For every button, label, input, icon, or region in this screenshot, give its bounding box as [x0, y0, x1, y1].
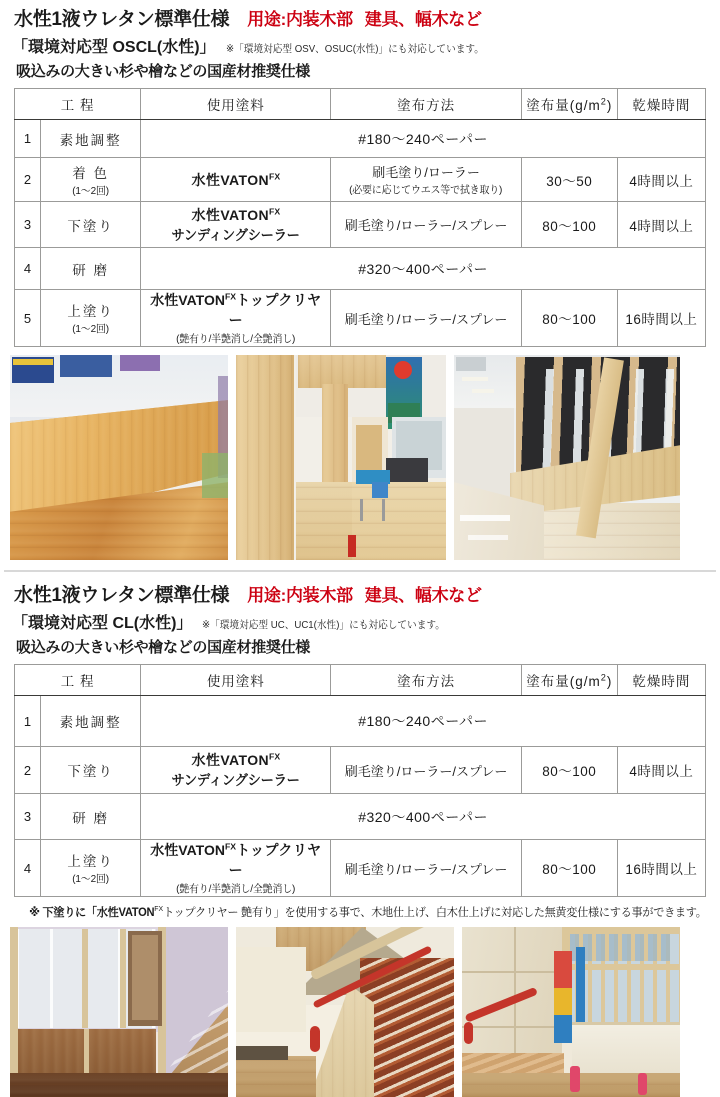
col-header-paint: 使用塗料 — [141, 665, 331, 696]
row-method: 刷毛塗り/ローラー/スプレー — [331, 202, 521, 248]
row-wide-note: #180〜240ペーパー — [141, 696, 706, 747]
section1-type-note: ※「環境対応型 OSV、OSUC(水性)」にも対応しています。 — [225, 43, 484, 55]
spec-table-cl — [14, 664, 706, 897]
row-step-main: 上塗り — [67, 854, 114, 869]
row-step: 研 磨 — [41, 794, 141, 840]
row-wide-note: #320〜400ペーパー — [141, 794, 706, 840]
table-row — [15, 696, 706, 747]
row-number: 4 — [15, 840, 41, 897]
col-header-step: 工 程 — [15, 89, 141, 120]
table-row — [15, 158, 706, 202]
col-header-method: 塗布方法 — [331, 89, 521, 120]
photo-strip-1 — [0, 355, 720, 560]
table-row — [15, 248, 706, 290]
row-wide-note: #320〜400ペーパー — [141, 248, 706, 290]
section2-type-line — [0, 610, 720, 633]
row-paint-name: 水性VATON — [191, 171, 270, 188]
spec-table-oscl — [14, 88, 706, 347]
photo-wood-framed-window-corridor — [454, 355, 680, 560]
col-header-dry: 乾燥時間 — [617, 665, 705, 696]
col-header-step: 工 程 — [15, 665, 141, 696]
table-row — [15, 120, 706, 158]
row-paint-sup: FX — [269, 751, 281, 762]
section1-title: 水性1液ウレタン標準仕様 — [14, 9, 230, 30]
row-number: 4 — [15, 248, 41, 290]
row-wide-note: #180〜240ペーパー — [141, 120, 706, 158]
row-step: 素地調整 — [41, 120, 141, 158]
section2-title: 水性1液ウレタン標準仕様 — [14, 585, 230, 606]
row-paint-sup: FX — [269, 205, 281, 216]
section2-recommendation: 吸込みの大きい杉や檜などの国産材推奨仕様 — [16, 639, 311, 656]
section2-footnote — [0, 904, 707, 920]
row-amount: 80〜100 — [521, 202, 617, 248]
col-header-method: 塗布方法 — [331, 665, 521, 696]
section2-usage — [247, 581, 481, 606]
section1-usage — [247, 5, 481, 30]
row-paint-sub: (艶有り/半艶消し/全艶消し) — [176, 333, 296, 345]
row-dry: 16時間以上 — [617, 840, 705, 897]
table-row — [15, 202, 706, 248]
table-row — [15, 290, 706, 347]
row-step — [41, 840, 141, 897]
row-step-main: 着 色 — [72, 165, 109, 181]
row-method — [331, 158, 521, 202]
row-method: 刷毛塗り/ローラー/スプレー — [331, 840, 521, 897]
section2-type-name: 「環境対応型 CL(水性)」 — [12, 615, 193, 632]
row-dry: 4時間以上 — [617, 158, 705, 202]
row-amount: 80〜100 — [521, 747, 617, 794]
row-step-sub: (1〜2回) — [72, 873, 109, 885]
row-paint-sup: FX — [224, 841, 237, 852]
spec-section-cl — [0, 572, 720, 1097]
row-paint-tail: トップクリヤー — [228, 292, 322, 328]
row-method-main: 刷毛塗り/ローラー — [372, 165, 480, 180]
row-number: 1 — [15, 696, 41, 747]
row-paint-sub: サンディングシーラー — [171, 226, 300, 243]
row-step: 下塗り — [41, 202, 141, 248]
row-number: 5 — [15, 290, 41, 347]
row-paint-name: 水性VATON — [150, 842, 225, 858]
row-dry: 16時間以上 — [617, 290, 705, 347]
row-step — [41, 290, 141, 347]
photo-wood-column-open-classroom — [236, 355, 446, 560]
section1-type-name: 「環境対応型 OSCL(水性)」 — [12, 39, 216, 56]
table-row — [15, 747, 706, 794]
row-paint — [141, 202, 331, 248]
row-step — [41, 158, 141, 202]
table-row — [15, 840, 706, 897]
col-header-amount: 塗布量$(g/m^2)$ — [521, 665, 617, 696]
row-paint-tail: トップクリヤー — [228, 842, 322, 878]
footnote-rest: トップクリヤー 艶有り」を使用する事で、木地仕上げ、白木仕上げに対応した無黄変仕様にする事ができます。 — [163, 907, 707, 919]
row-number: 2 — [15, 747, 41, 794]
row-method-sub: (必要に応じてウエス等で拭き取り) — [349, 184, 503, 196]
row-amount: 80〜100 — [521, 840, 617, 897]
row-step: 素地調整 — [41, 696, 141, 747]
photo-wood-paneled-corridor-wainscot — [10, 355, 228, 560]
section1-usage-label: 用途:内装木部 — [247, 10, 353, 29]
photo-strip-2 — [0, 927, 720, 1097]
row-paint-sup: FX — [269, 170, 281, 181]
row-step-sub: (1〜2回) — [72, 323, 109, 335]
section2-type-note: ※「環境対応型 UC、UC1(水性)」にも対応しています。 — [202, 619, 446, 631]
row-method: 刷毛塗り/ローラー/スプレー — [331, 747, 521, 794]
section2-usage-detail: 建具、幅木など — [364, 586, 482, 605]
table-header-row — [15, 665, 706, 696]
section1-recommendation: 吸込みの大きい杉や檜などの国産材推奨仕様 — [16, 63, 311, 80]
row-dry: 4時間以上 — [617, 747, 705, 794]
row-step: 下塗り — [41, 747, 141, 794]
row-paint — [141, 290, 331, 347]
row-number: 3 — [15, 202, 41, 248]
row-method: 刷毛塗り/ローラー/スプレー — [331, 290, 521, 347]
row-paint-name: 水性VATON — [191, 206, 270, 223]
photo-staircase-with-red-handrail — [236, 927, 454, 1097]
row-paint-name: 水性VATON — [150, 292, 225, 308]
col-header-amount: 塗布量$(g/m^2)$ — [521, 89, 617, 120]
row-paint — [141, 158, 331, 202]
footnote-sup: FX — [154, 905, 164, 914]
row-paint-sup: FX — [224, 291, 237, 302]
row-step: 研 磨 — [41, 248, 141, 290]
table-header-row — [15, 89, 706, 120]
table-row — [15, 794, 706, 840]
row-dry: 4時間以上 — [617, 202, 705, 248]
section1-header-line — [0, 4, 720, 31]
section1-usage-detail: 建具、幅木など — [364, 10, 482, 29]
row-paint-sub: サンディングシーラー — [171, 772, 300, 788]
row-paint-sub: (艶有り/半艶消し/全艶消し) — [176, 883, 296, 895]
photo-stair-landing-with-colored-panels — [462, 927, 680, 1097]
row-step-main: 上塗り — [67, 304, 114, 319]
section1-type-line — [0, 34, 720, 57]
photo-wood-partition-with-staircase — [10, 927, 228, 1097]
section2-usage-label: 用途:内装木部 — [247, 586, 353, 605]
row-paint-name: 水性VATON — [191, 752, 270, 768]
row-paint — [141, 747, 331, 794]
row-amount: 30〜50 — [521, 158, 617, 202]
row-paint — [141, 840, 331, 897]
row-number: 2 — [15, 158, 41, 202]
row-number: 1 — [15, 120, 41, 158]
col-header-paint: 使用塗料 — [141, 89, 331, 120]
row-amount: 80〜100 — [521, 290, 617, 347]
section2-header-line — [0, 580, 720, 607]
row-number: 3 — [15, 794, 41, 840]
footnote-prefix: ※ 下塗りに「水性VATON — [29, 907, 155, 919]
col-header-dry: 乾燥時間 — [617, 89, 705, 120]
row-step-sub: (1〜2回) — [72, 184, 109, 197]
